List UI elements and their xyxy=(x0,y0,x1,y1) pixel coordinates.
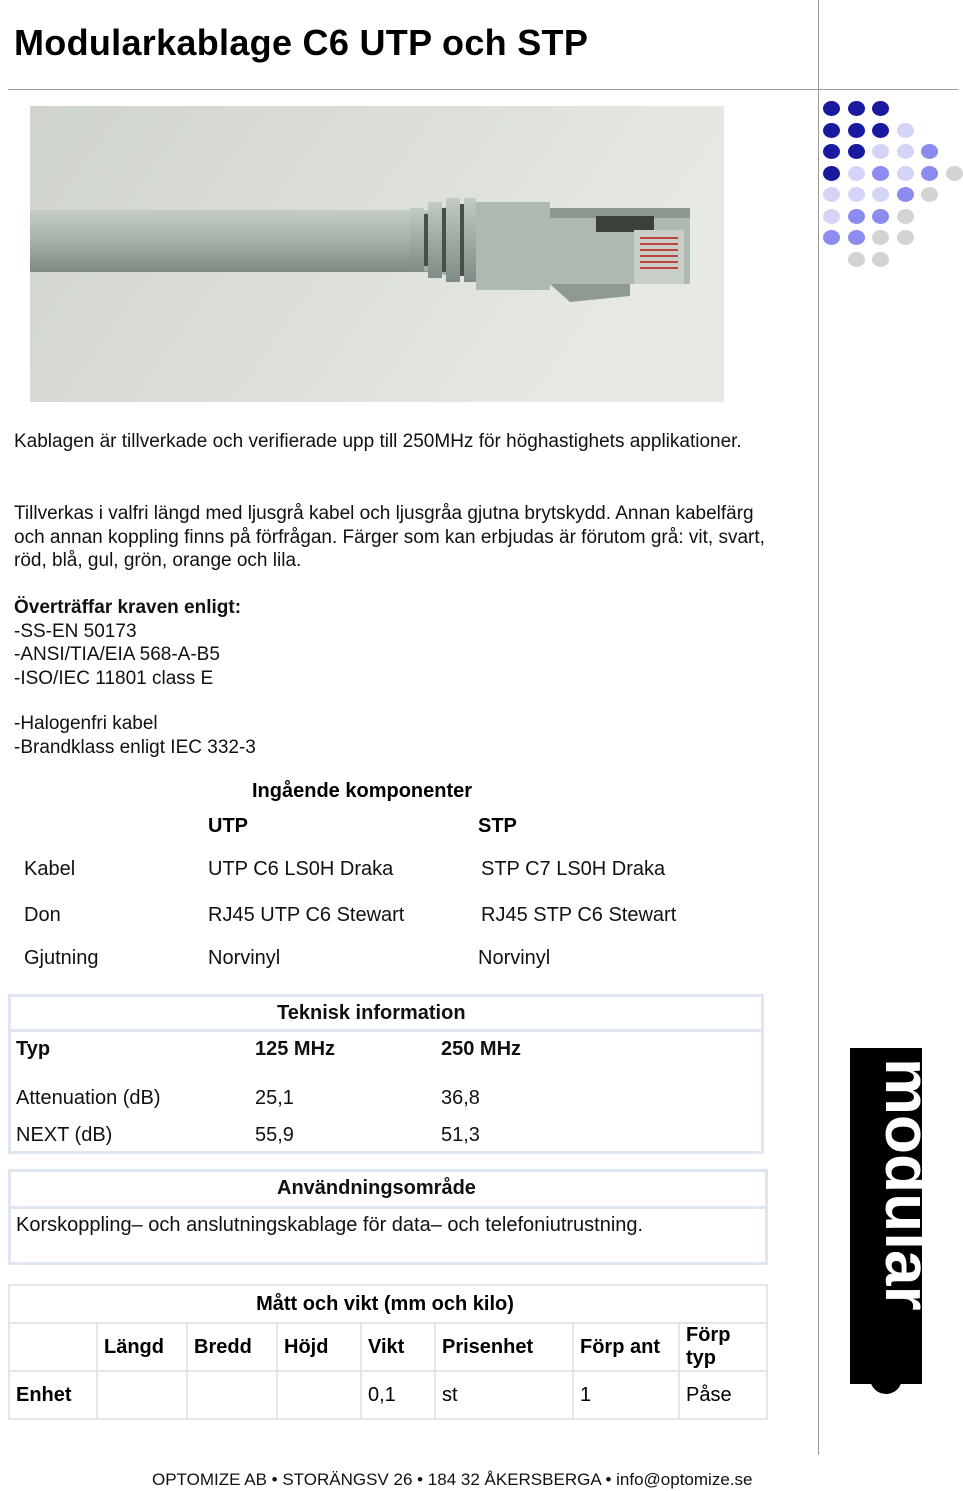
dim-cell: 0,1 xyxy=(361,1371,435,1419)
decorative-dot xyxy=(946,166,963,181)
dim-header: Förp ant xyxy=(573,1323,679,1371)
dim-cell xyxy=(97,1371,187,1419)
components-col-utp: UTP xyxy=(208,815,248,837)
dim-header xyxy=(9,1323,97,1371)
component-utp: UTP C6 LS0H Draka xyxy=(208,858,394,880)
decorative-dot xyxy=(897,187,914,202)
decorative-dot xyxy=(823,230,840,245)
components-col-stp: STP xyxy=(478,815,517,837)
technical-col-250: 250 MHz xyxy=(441,1038,522,1060)
extra-item: -Halogenfri kabel xyxy=(14,713,158,734)
decorative-dot xyxy=(848,166,865,181)
decorative-dot xyxy=(823,187,840,202)
standard-item: -ANSI/TIA/EIA 568-A-B5 xyxy=(14,644,220,665)
decorative-dot xyxy=(872,166,889,181)
technical-divider xyxy=(8,1029,764,1032)
usage-text: Korskoppling– och anslutningskablage för data– och telefoniutrustning. xyxy=(16,1214,644,1236)
component-label: Kabel xyxy=(24,858,76,880)
dim-header: Höjd xyxy=(277,1323,361,1371)
decorative-dot xyxy=(872,252,889,267)
dim-header: Vikt xyxy=(361,1323,435,1371)
components-heading: Ingående komponenter xyxy=(252,780,473,802)
intro-line-1: Kablagen är tillverkade och verifierade upp till 250MHz för höghastighets applikationer. xyxy=(14,431,742,452)
decorative-dot xyxy=(848,123,865,138)
dim-cell: 1 xyxy=(573,1371,679,1419)
technical-row-label: NEXT (dB) xyxy=(16,1124,113,1146)
technical-col-125: 125 MHz xyxy=(255,1038,336,1060)
dim-cell: Enhet xyxy=(9,1371,97,1419)
decorative-dot xyxy=(897,166,914,181)
extras-block xyxy=(14,712,256,759)
decorative-dot xyxy=(872,209,889,224)
decorative-dot xyxy=(897,209,914,224)
decorative-dot xyxy=(897,123,914,138)
logo-text: modular xyxy=(872,1058,944,1311)
extra-item: -Brandklass enligt IEC 332-3 xyxy=(14,736,256,758)
component-label: Don xyxy=(24,904,61,926)
dim-header: Förp typ xyxy=(679,1323,767,1371)
technical-row-label: Attenuation (dB) xyxy=(16,1087,161,1109)
decorative-dot xyxy=(848,144,865,159)
decorative-dot xyxy=(823,166,840,181)
cable-photo xyxy=(30,106,724,402)
dim-header: Längd xyxy=(97,1323,187,1371)
decorative-dot xyxy=(848,230,865,245)
decorative-dot xyxy=(872,144,889,159)
intro-line-2: Tillverkas i valfri längd med ljusgrå kabel och ljusgråa gjutna brytskydd. Annan kabelfärg och annan koppling finns på förfrågan. Färger som kan erbjudas är förutom grå: vit, svart, röd, blå, gul, grön, orange och lila. xyxy=(14,503,765,571)
decorative-dot xyxy=(823,144,840,159)
technical-heading: Teknisk information xyxy=(277,1002,466,1024)
decorative-dot xyxy=(872,123,889,138)
technical-row-250: 51,3 xyxy=(441,1124,480,1146)
dim-cell: st xyxy=(435,1371,573,1419)
decorative-dot xyxy=(897,144,914,159)
footer-address: OPTOMIZE AB • STORÄNGSV 26 • 184 32 ÅKERSBERGA • info@optomize.se xyxy=(152,1470,753,1489)
component-utp: RJ45 UTP C6 Stewart xyxy=(208,904,405,926)
standard-item: -ISO/IEC 11801 class E xyxy=(14,667,214,689)
decorative-dot xyxy=(921,144,938,159)
dimensions-table xyxy=(8,1284,768,1420)
title-underline xyxy=(8,89,958,90)
dim-cell: Påse xyxy=(679,1371,767,1419)
decorative-dot xyxy=(823,209,840,224)
decorative-dot-grid xyxy=(818,95,958,270)
standards-block xyxy=(14,596,241,690)
decorative-dot xyxy=(921,166,938,181)
decorative-dot xyxy=(848,209,865,224)
dim-header: Prisenhet xyxy=(435,1323,573,1371)
component-stp: RJ45 STP C6 Stewart xyxy=(481,904,677,926)
decorative-dot xyxy=(897,230,914,245)
dim-header: Bredd xyxy=(187,1323,277,1371)
standards-heading: Överträffar kraven enligt: xyxy=(14,597,242,618)
dim-cell xyxy=(187,1371,277,1419)
dimensions-heading: Mått och vikt (mm och kilo) xyxy=(9,1285,767,1323)
decorative-dot xyxy=(872,101,889,116)
decorative-dot xyxy=(848,252,865,267)
technical-row-125: 55,9 xyxy=(255,1124,294,1146)
dim-cell xyxy=(277,1371,361,1419)
technical-row-250: 36,8 xyxy=(441,1087,480,1109)
decorative-dot xyxy=(872,230,889,245)
component-stp: Norvinyl xyxy=(478,947,551,969)
decorative-dot xyxy=(921,187,938,202)
decorative-dot xyxy=(848,187,865,202)
component-utp: Norvinyl xyxy=(208,947,281,969)
usage-heading: Användningsområde xyxy=(277,1177,476,1199)
decorative-dot xyxy=(823,101,840,116)
page-title: Modularkablage C6 UTP och STP xyxy=(14,22,589,63)
standard-item: -SS-EN 50173 xyxy=(14,620,137,642)
decorative-dot xyxy=(872,187,889,202)
decorative-dot xyxy=(823,123,840,138)
component-label: Gjutning xyxy=(24,947,99,969)
technical-col-type: Typ xyxy=(16,1038,51,1060)
usage-divider xyxy=(8,1206,768,1209)
component-stp: STP C7 LS0H Draka xyxy=(481,858,666,880)
technical-row-125: 25,1 xyxy=(255,1087,294,1109)
decorative-dot xyxy=(848,101,865,116)
modular-logo xyxy=(850,1048,944,1394)
